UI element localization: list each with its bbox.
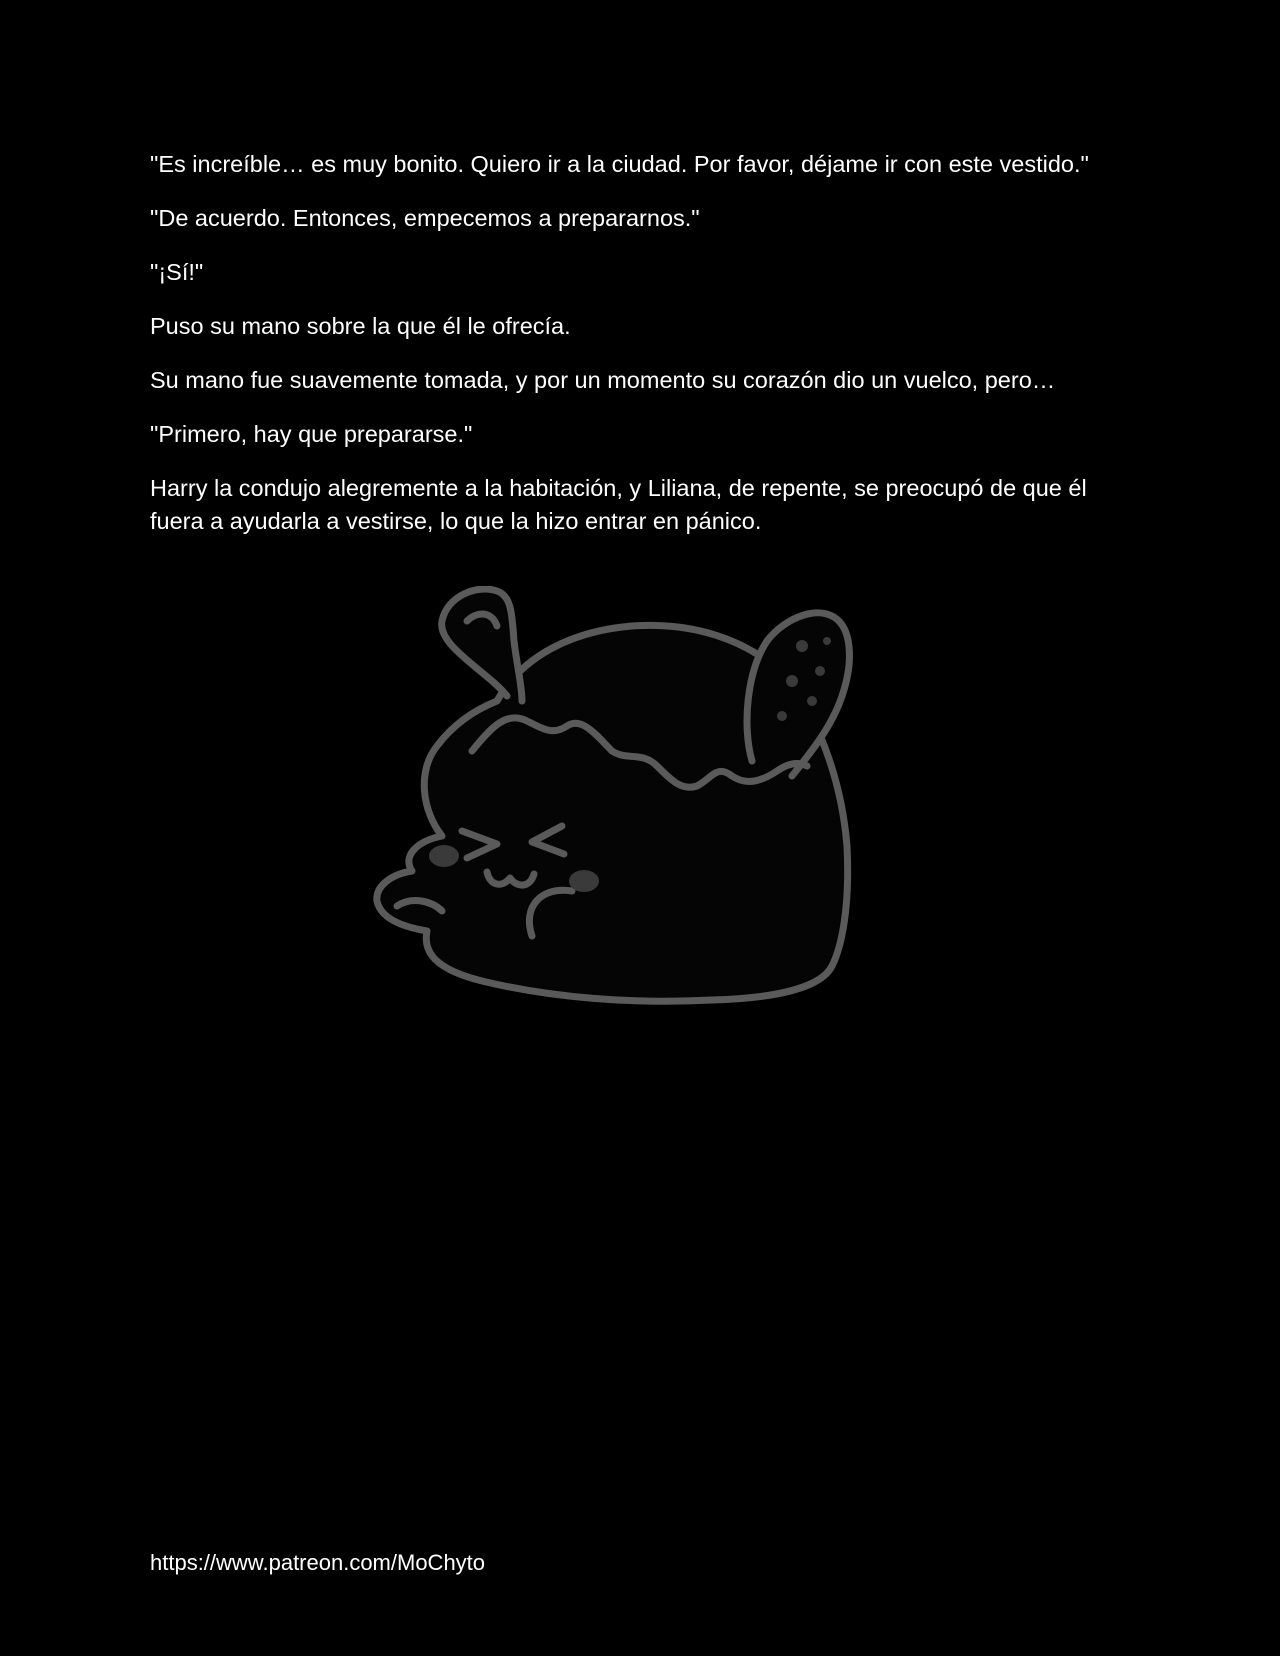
paragraph: "De acuerdo. Entonces, empecemos a prepararnos." [150,205,700,231]
paragraph: Puso su mano sobre la que él le ofrecía. [150,313,571,339]
chibi-blob-creature-icon [372,586,912,1056]
paragraph: "Es increíble… es muy bonito. Quiero ir a la ciudad. Por favor, déjame ir con este vestido." [150,151,1089,177]
paragraph: "Primero, hay que prepararse." [150,421,473,447]
story-text [150,148,1135,559]
paragraph: Su mano fue suavemente tomada, y por un momento su corazón dio un vuelco, pero… [150,367,1056,393]
paragraph: "¡Sí!" [150,259,204,285]
patreon-link[interactable]: https://www.patreon.com/MoChyto [150,1550,486,1575]
paragraph: Harry la condujo alegremente a la habitación, y Liliana, de repente, se preocupó de que él fuera a ayudarla a vestirse, lo que la hizo entrar en pánico. [150,475,1087,534]
